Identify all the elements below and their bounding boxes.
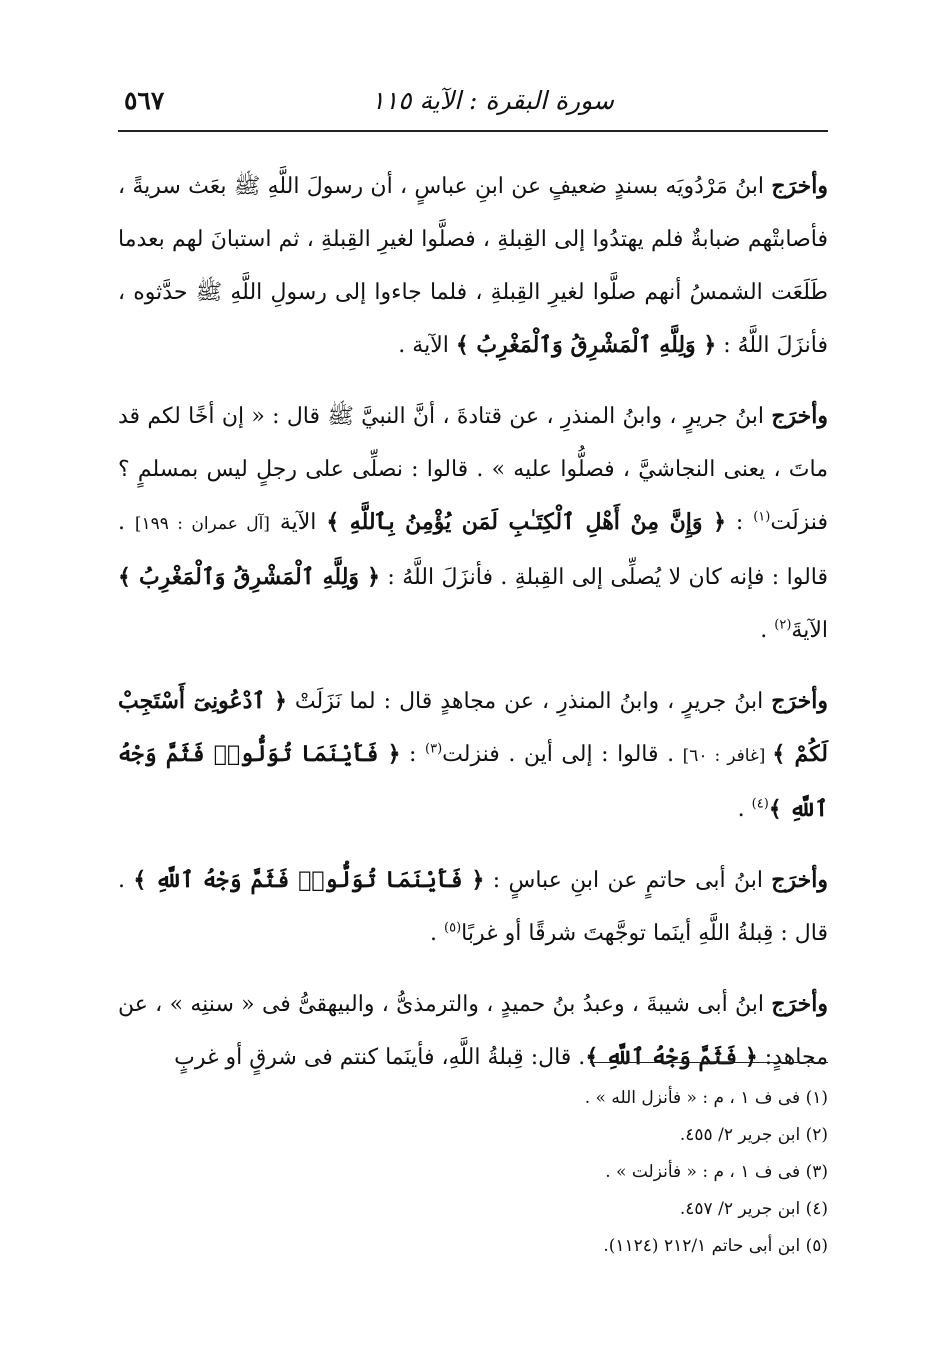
verse-reference: [آل عمران : ١٩٩] — [134, 514, 270, 534]
footnote: (٥) ابن أبى حاتم ٢١٢/١ (١١٢٤). — [603, 1236, 828, 1256]
footnote-marker: (٥) — [444, 920, 462, 936]
paragraph-text: . — [737, 797, 752, 822]
footnote-marker: (٣) — [425, 741, 443, 757]
paragraph-text: : — [400, 742, 426, 767]
running-title: سورة البقرة : الآية ١١٥ — [371, 86, 614, 115]
paragraph-lead: وأخرَج — [771, 173, 828, 199]
footnote-marker: (١) — [753, 509, 771, 525]
paragraph-text: ابنُ جريرٍ ، وابنُ المنذرِ ، عن قتادةَ ، أنَّ النبيَّ ﷺ قال : « إن أخًا لكم قد ماتَ ، يعنى النجاشيَّ ، فصلُّوا عليه » . قالوا : نصلِّى على رجلٍ ليس بمسلمٍ ؟ فنزلَت — [118, 404, 828, 535]
page-header — [118, 80, 828, 128]
quran-verse: ﴿ وَإِنَّ مِنْ أَهْلِ ٱلْكِتَـٰبِ لَمَن يُؤْمِنُ بِٱللَّهِ ﴾ — [326, 509, 726, 535]
paragraph-text: ابنُ أبى حاتمٍ عن ابنِ عباسٍ : — [484, 868, 772, 893]
paragraph-1 — [118, 160, 828, 372]
footnote: (٤) ابن جرير ٢/ ٤٥٧. — [679, 1199, 828, 1219]
paragraph-lead: وأخرَج — [771, 403, 828, 429]
header-rule — [118, 130, 828, 132]
main-text — [118, 160, 828, 1102]
footnote: (٣) فى ف ١ ، م : « فأنزلت » . — [605, 1162, 828, 1182]
footnote-rule — [590, 1062, 828, 1063]
paragraph-3 — [118, 675, 828, 836]
paragraph-text: ابنُ مَرْدُويَه بسندٍ ضعيفٍ عن ابنِ عباسٍ ، أن رسولَ اللَّهِ ﷺ بعَث سريةً ، فأصابتْهم ضبابةٌ فلم يهتدُوا إلى القِبلةِ ، فصلَّوا لغيرِ القِبلةِ ، ثم استبانَ لهم بعدما طَلَعَت الشمسُ أنهم صلَّوا لغيرِ القِبلةِ ، فلما جاءوا إلى رسولِ اللَّهِ ﷺ حدَّثوه ، فأنزَلَ اللَّهُ : — [118, 174, 828, 358]
quran-verse: ﴿ وَلِلَّهِ ٱلْمَشْرِقُ وَٱلْمَغْرِبُ ﴾ — [455, 332, 717, 358]
quran-verse: ﴿ ٱدْعُونِىٓ أَسْتَجِبْ لَكُمْ ﴾ — [118, 688, 829, 767]
footnote: (١) فى ف ١ ، م : « فأنزل الله » . — [584, 1088, 828, 1108]
paragraph-text: ابنُ أبى شيبةَ ، وعبدُ بنُ حميدٍ ، والترمذىُّ ، والبيهقىُّ فى « سننِه » ، عن مجاهدٍ: — [118, 992, 828, 1070]
paragraph-text: . قال: قِبلةُ اللَّهِ، فأينَما كنتم فى شرقٍ أو غربٍ — [174, 1045, 586, 1070]
verse-reference: [غافر : ٦٠] — [682, 746, 773, 766]
quran-verse: ﴿ وَلِلَّهِ ٱلْمَشْرِقُ وَٱلْمَغْرِبُ ﴾ — [118, 564, 380, 590]
paragraph-text: الآيةَ — [791, 618, 828, 643]
quran-verse: ﴿ فَأَيْنَمَا تُوَلُّوا۟ فَثَمَّ وَجْهُ ٱللَّهِ ﴾ — [133, 867, 485, 893]
footnote-marker: (٢) — [774, 617, 792, 633]
paragraph-text: الآية . — [398, 333, 456, 358]
paragraph-2 — [118, 390, 828, 657]
footnote-marker: (٤) — [751, 796, 769, 812]
paragraph-lead: وأخرَج — [771, 867, 828, 893]
paragraph-lead: وأخرَج — [771, 688, 828, 714]
paragraph-lead: وأخرَج — [771, 991, 828, 1017]
quran-verse: ﴿ فَثَمَّ وَجْهُ ٱللَّهِ ﴾ — [585, 1044, 758, 1070]
page-number: ٥٦٧ — [124, 86, 165, 115]
paragraph-text: ابنُ جريرٍ ، وابنُ المنذرِ ، عن مجاهدٍ قال : لما نَزَلَتْ — [286, 689, 772, 714]
paragraph-text: . — [760, 618, 775, 643]
footnote: (٢) ابن جرير ٢/ ٤٥٥. — [679, 1125, 828, 1145]
paragraph-text: . قالوا : فإنه كان لا يُصلِّى إلى القِبلةِ . فأنزَلَ اللَّهُ : — [118, 510, 828, 590]
footnotes-list — [228, 1080, 828, 1265]
paragraph-text: : — [725, 510, 754, 535]
paragraph-text: الآية — [269, 510, 327, 535]
paragraph-text: . قال : قِبلةُ اللَّهِ أينَما توجَّهتَ شرقًا أو غربًا — [118, 868, 828, 946]
paragraph-text: . قالوا : إلى أين . فنزلت — [442, 742, 683, 767]
paragraph-text: . — [430, 921, 445, 946]
paragraph-5 — [118, 978, 828, 1084]
quran-verse: ﴿ فَأَيْنَمَا تُوَلُّوا۟ فَثَمَّ وَجْهُ ٱللَّهِ ﴾ — [118, 741, 828, 822]
paragraph-4 — [118, 854, 828, 960]
